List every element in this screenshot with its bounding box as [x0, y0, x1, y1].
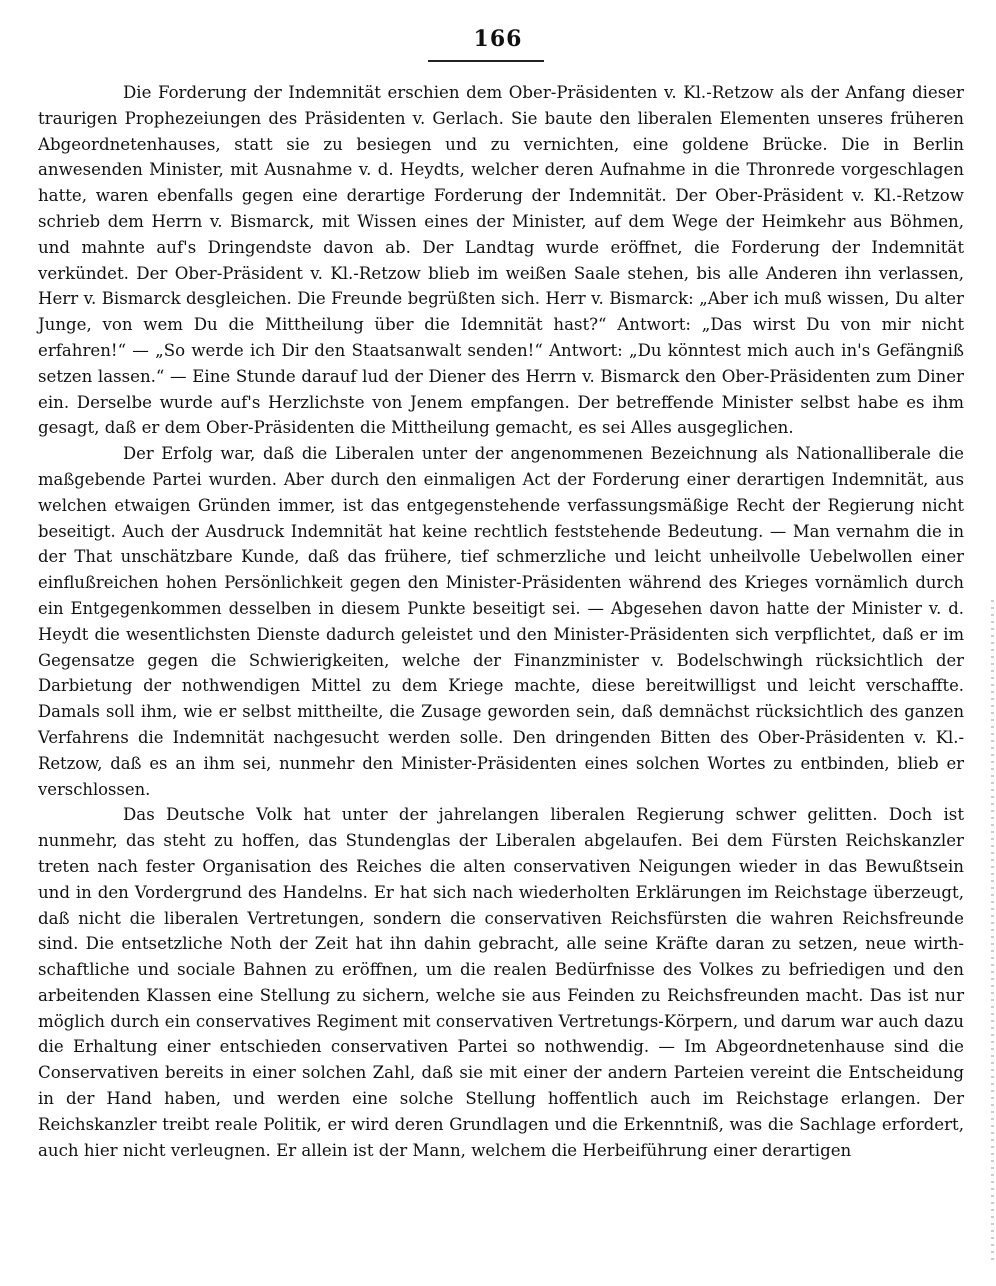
body-text [38, 80, 964, 1163]
paragraph-german-people: Das Deutsche Volk hat unter der jahrelangen liberalen Regierung schwer gelitten. Doch ist nunmehr, das steht zu hoffen, das Stundenglas der Liberalen abgelaufen. Bei dem Fürsten Reichskanzler treten nach fester Organisation des Reiches die alten conservativen Neigungen wieder in das Bewußtsein und in den Vordergrund des Handelns. Er hat sich nach wiederholten Erklärungen im Reichstage überzeugt, daß nicht die liberalen Vertretungen, sondern die conservativen Reichsfürsten die wahren Reichsfreunde sind. Die entsetzliche Noth der Zeit hat ihn dahin gebracht, alle seine Kräfte daran zu setzen, neue wirthschaftliche und sociale Bahnen zu eröffnen, um die realen Bedürfnisse des Volkes zu befriedigen und den arbeitenden Klassen eine Stellung zu sichern, welche sie aus Feinden zu Reichsfreunden macht. Das ist nur möglich durch ein conservatives Regiment mit conservativen Vertretungs-Körpern, und darum war auch dazu die Erhaltung einer entschieden conservativen Partei so nothwendig. — Im Abgeordnetenhause sind die Conservativen bereits in einer solchen Zahl, daß sie mit einer der andern Parteien vereint die Entscheidung in der Hand haben, und werden eine solche Stellung hoffentlich auch im Reichstage erlangen. Der Reichskanzler treibt reale Politik, er wird deren Grundlagen und die Erkenntniß, was die Sachlage erfordert, auch hier nicht verleugnen. Er allein ist der Mann, welchem die Herbeiführung einer derartigen [38, 805, 964, 1160]
paragraph-liberals-success: Der Erfolg war, daß die Liberalen unter der angenommenen Bezeichnung als Nationalliberale die maßgebende Partei wurden. Aber durch den einmaligen Act der Forderung einer derartigen Indemnität, aus welchen etwaigen Gründen immer, ist das entgegenstehende verfassungsmäßige Recht der Regierung nicht beseitigt. Auch der Ausdruck Indemnität hat keine rechtlich feststehende Bedeutung. — Man vernahm die in der That unschätzbare Kunde, daß das frühere, tief schmerzliche und leicht unheilvolle Uebelwollen einer einflußreichen hohen Persönlichkeit gegen den Minister-Präsidenten während des Krieges vornämlich durch ein Entgegenkommen desselben in diesem Punkte beseitigt sei. — Abgesehen davon hatte der Minister v. d. Heydt die wesentlichsten Dienste dadurch geleistet und den Minister-Präsidenten sich verpflichtet, daß er im Gegensatze gegen die Schwierigkeiten, welche der Finanzminister v. Bodelschwingh rücksichtlich der Darbietung der nothwendigen Mittel zu dem Kriege machte, diese bereitwilligst und leicht verschaffte. Damals soll ihm, wie er selbst mittheilte, die Zusage geworden sein, daß demnächst rücksichtlich des ganzen Verfahrens die Indemnität nachgesucht werden solle. Den dringenden Bitten des Ober-Präsidenten v. Kl.-Retzow, daß es an ihm sei, nunmehr den Minister-Präsidenten eines solchen Wortes zu entbinden, blieb er verschlossen. [38, 444, 964, 799]
paragraph-indemnity: Die Forderung der Indemnität erschien dem Ober-Präsidenten v. Kl.-Retzow als der Anfang dieser traurigen Prophezeiungen des Präsidenten v. Gerlach. Sie baute den liberalen Elementen unseres früheren Abgeordnetenhauses, statt sie zu besiegen und zu vernichten, eine goldene Brücke. Die in Berlin anwesenden Minister, mit Ausnahme v. d. Heydts, welcher deren Aufnahme in die Thronrede vorgeschlagen hatte, waren ebenfalls gegen eine derartige Forderung der Indemnität. Der Ober-Präsident v. Kl.-Retzow schrieb dem Herrn v. Bismarck, mit Wissen eines der Minister, auf dem Wege der Heimkehr aus Böhmen, und mahnte auf's Dringendste davon ab. Der Landtag wurde eröffnet, die Forderung der Indemnität verkündet. Der Ober-Präsident v. Kl.-Retzow blieb im weißen Saale stehen, bis alle Anderen ihn verlassen, Herr v. Bismarck desgleichen. Die Freunde begrüßten sich. Herr v. Bismarck: „Aber ich muß wissen, Du alter Junge, von wem Du die Mittheilung über die Idemnität hast?“ Antwort: „Das wirst Du von mir nicht erfahren!“ — „So werde ich Dir den Staatsanwalt senden!“ Antwort: „Du könntest mich auch in's Gefängniß setzen lassen.“ — Eine Stunde darauf lud der Diener des Herrn v. Bismarck den Ober-Präsidenten zum Diner ein. Derselbe wurde auf's Herzlichste von Jenem empfangen. Der betreffende Minister selbst habe es ihm gesagt, daß er dem Ober-Präsidenten die Mittheilung gemacht, es sei Alles ausgeglichen. [38, 83, 964, 438]
header-rule [428, 60, 544, 62]
page-number: 166 [473, 26, 523, 52]
scan-edge-mark [991, 600, 994, 1260]
